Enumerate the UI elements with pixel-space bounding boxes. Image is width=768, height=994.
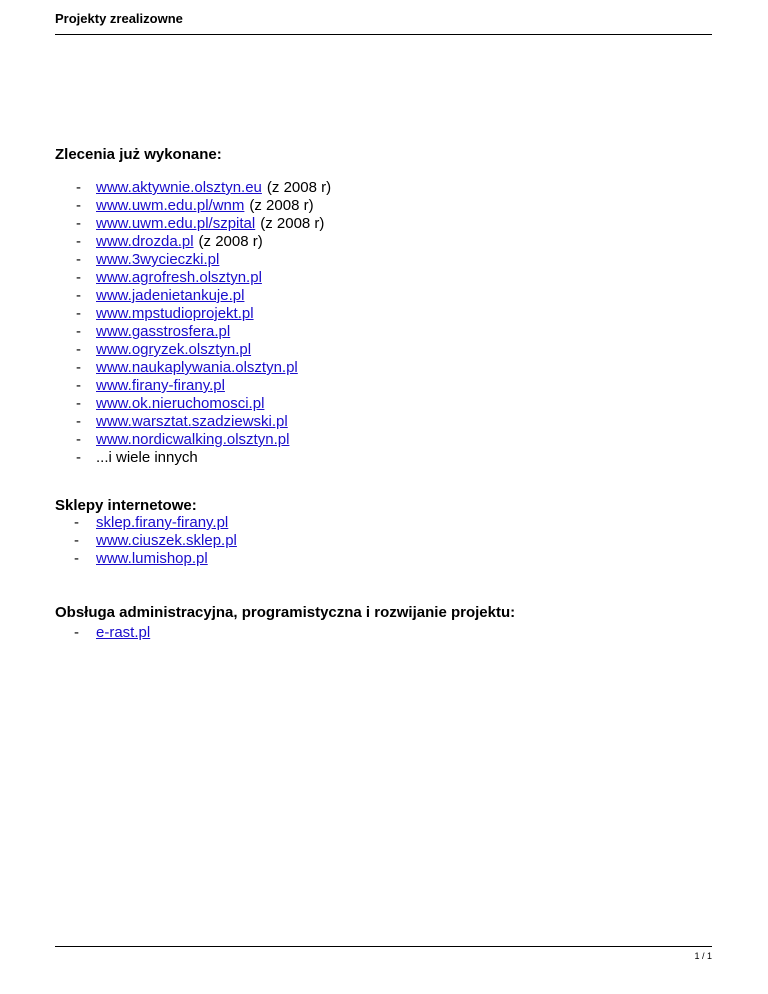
list-bullet: - bbox=[76, 377, 81, 394]
list-bullet: - bbox=[76, 287, 81, 304]
list-item bbox=[74, 514, 714, 532]
list-item bbox=[76, 395, 716, 413]
list-item bbox=[74, 532, 714, 550]
project-link[interactable]: www.jadenietankuje.pl bbox=[96, 287, 245, 304]
project-link[interactable]: www.ok.nieruchomosci.pl bbox=[96, 395, 265, 412]
list-bullet: - bbox=[76, 413, 81, 430]
administration-list bbox=[74, 624, 714, 642]
project-link[interactable]: www.ogryzek.olsztyn.pl bbox=[96, 341, 252, 358]
list-bullet: - bbox=[74, 532, 79, 549]
list-item bbox=[76, 233, 716, 251]
section-heading-administration: Obsługa administracyjna, programistyczna i rozwijanie projektu: bbox=[55, 604, 516, 621]
list-bullet: - bbox=[76, 179, 81, 196]
list-item bbox=[76, 431, 716, 449]
shops-list bbox=[74, 514, 714, 568]
list-bullet: - bbox=[74, 550, 79, 567]
list-item bbox=[76, 251, 716, 269]
project-link[interactable]: www.uwm.edu.pl/wnm bbox=[96, 197, 245, 214]
project-link[interactable]: www.gasstrosfera.pl bbox=[96, 323, 231, 340]
list-bullet: - bbox=[76, 341, 81, 358]
project-link[interactable]: www.mpstudioprojekt.pl bbox=[96, 305, 254, 322]
project-link[interactable]: www.uwm.edu.pl/szpital bbox=[96, 215, 256, 232]
list-bullet: - bbox=[76, 251, 81, 268]
admin-project-link[interactable]: e-rast.pl bbox=[96, 624, 151, 641]
list-bullet: - bbox=[74, 624, 79, 641]
project-link[interactable]: www.nordicwalking.olsztyn.pl bbox=[96, 431, 290, 448]
project-link[interactable]: www.firany-firany.pl bbox=[96, 377, 225, 394]
year-note: (z 2008 r) bbox=[249, 197, 314, 214]
project-link[interactable]: www.3wycieczki.pl bbox=[96, 251, 220, 268]
list-item bbox=[76, 413, 716, 431]
list-bullet: - bbox=[76, 305, 81, 322]
list-item bbox=[76, 179, 716, 197]
page-number: 1 / 1 bbox=[694, 951, 712, 961]
project-link[interactable]: www.aktywnie.olsztyn.eu bbox=[96, 179, 262, 196]
completed-projects-list bbox=[76, 179, 716, 467]
list-bullet: - bbox=[76, 269, 81, 286]
footer-divider bbox=[55, 946, 712, 947]
shop-link[interactable]: sklep.firany-firany.pl bbox=[96, 514, 229, 531]
year-note: (z 2008 r) bbox=[266, 179, 332, 196]
list-bullet: - bbox=[74, 514, 79, 531]
shop-link[interactable]: www.lumishop.pl bbox=[96, 550, 208, 567]
list-bullet: - bbox=[76, 215, 81, 232]
year-note: (z 2008 r) bbox=[260, 215, 325, 232]
list-bullet: - bbox=[76, 323, 81, 340]
list-item bbox=[76, 359, 716, 377]
list-item bbox=[76, 197, 716, 215]
header-divider bbox=[55, 34, 712, 35]
list-item bbox=[76, 449, 716, 467]
list-bullet: - bbox=[76, 395, 81, 412]
list-item bbox=[76, 215, 716, 233]
section-heading-completed: Zlecenia już wykonane: bbox=[55, 146, 222, 163]
list-item bbox=[76, 323, 716, 341]
list-item bbox=[76, 287, 716, 305]
list-item bbox=[74, 624, 714, 642]
shop-link[interactable]: www.ciuszek.sklep.pl bbox=[96, 532, 237, 549]
list-bullet: - bbox=[76, 431, 81, 448]
page-header-title: Projekty zrealizowne bbox=[55, 11, 183, 26]
project-link[interactable]: www.warsztat.szadziewski.pl bbox=[96, 413, 288, 430]
list-bullet: - bbox=[76, 359, 81, 376]
list-item bbox=[76, 341, 716, 359]
list-item bbox=[74, 550, 714, 568]
list-bullet: - bbox=[76, 197, 81, 214]
section-heading-shops: Sklepy internetowe: bbox=[55, 497, 197, 514]
project-link[interactable]: www.agrofresh.olsztyn.pl bbox=[96, 269, 262, 286]
more-projects-text: ...i wiele innych bbox=[96, 449, 198, 466]
year-note: (z 2008 r) bbox=[198, 233, 263, 250]
list-bullet: - bbox=[76, 449, 81, 466]
list-bullet: - bbox=[76, 233, 81, 250]
list-item bbox=[76, 377, 716, 395]
list-item bbox=[76, 269, 716, 287]
project-link[interactable]: www.naukaplywania.olsztyn.pl bbox=[96, 359, 298, 376]
list-item bbox=[76, 305, 716, 323]
project-link[interactable]: www.drozda.pl bbox=[96, 233, 194, 250]
